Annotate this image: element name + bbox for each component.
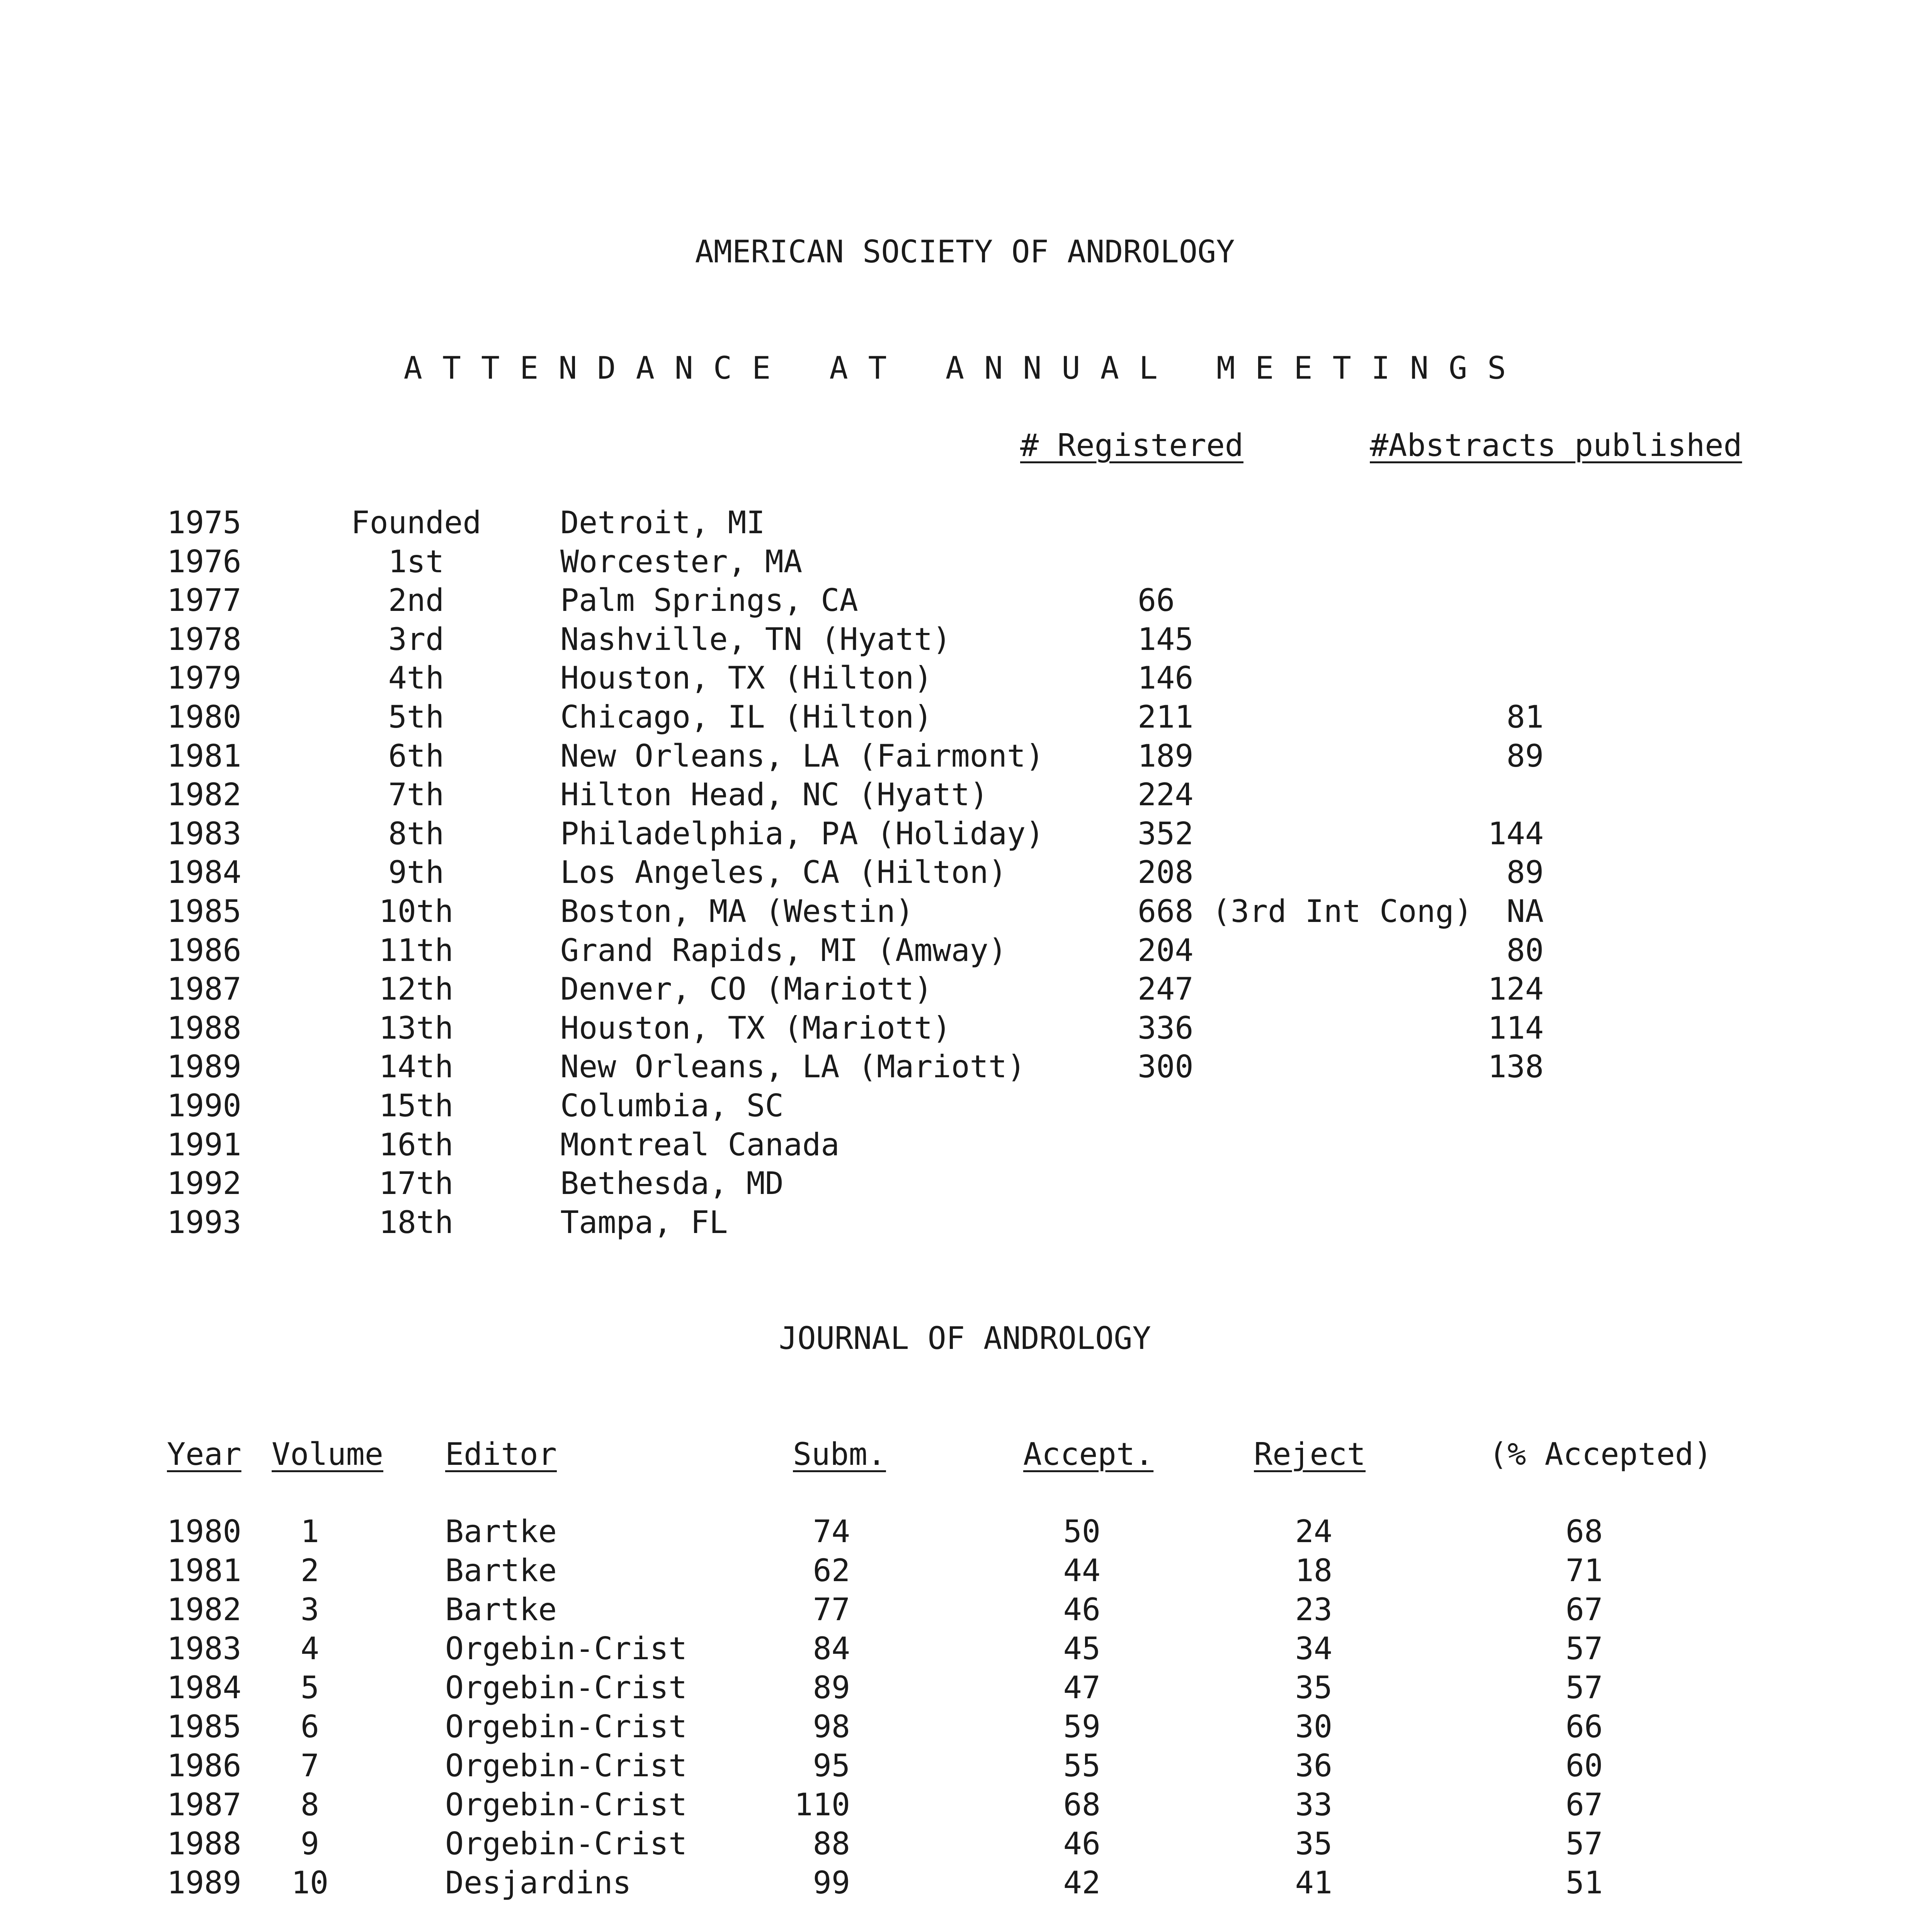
meeting-year: 1993 bbox=[167, 1204, 242, 1240]
journal-row bbox=[0, 1828, 1917, 1867]
journal-year: 1981 bbox=[167, 1553, 242, 1588]
registered-count: 668 (3rd Int Cong) bbox=[1138, 893, 1473, 929]
meeting-location: New Orleans, LA (Mariott) bbox=[560, 1049, 1026, 1085]
registered-count: 146 bbox=[1138, 660, 1194, 696]
meeting-number: 15th bbox=[379, 1088, 454, 1124]
rejected-count: 24 bbox=[1295, 1514, 1332, 1549]
meeting-year: 1985 bbox=[167, 893, 242, 929]
accepted-count: 47 bbox=[1063, 1670, 1101, 1706]
meeting-location: Hilton Head, NC (Hyatt) bbox=[560, 777, 988, 813]
meeting-year: 1992 bbox=[167, 1165, 242, 1202]
journal-row bbox=[0, 1711, 1917, 1750]
accepted-count: 46 bbox=[1063, 1826, 1101, 1862]
rejected-column-header: Reject bbox=[1254, 1436, 1366, 1472]
journal-volume: 6 bbox=[300, 1709, 320, 1745]
meeting-number: 13th bbox=[379, 1010, 454, 1046]
attendance-row bbox=[0, 1010, 1917, 1051]
meeting-year: 1983 bbox=[167, 815, 242, 852]
accepted-count: 59 bbox=[1063, 1709, 1101, 1745]
percent-column-header: (% Accepted) bbox=[1489, 1436, 1712, 1472]
submitted-count: 84 bbox=[813, 1631, 850, 1667]
meeting-number: 7th bbox=[388, 777, 444, 813]
abstracts-column-header: #Abstracts published bbox=[1370, 427, 1742, 463]
meeting-location: Nashville, TN (Hyatt) bbox=[560, 621, 951, 657]
journal-volume: 1 bbox=[300, 1514, 320, 1549]
meeting-year: 1987 bbox=[167, 971, 242, 1007]
accepted-percent: 67 bbox=[1565, 1787, 1603, 1823]
meeting-year: 1984 bbox=[167, 854, 242, 891]
journal-volume: 4 bbox=[300, 1631, 320, 1667]
meeting-location: Houston, TX (Hilton) bbox=[560, 660, 933, 696]
accepted-percent: 51 bbox=[1565, 1865, 1603, 1901]
attendance-row bbox=[0, 932, 1917, 974]
submitted-count: 89 bbox=[813, 1670, 850, 1706]
journal-volume: 3 bbox=[300, 1592, 320, 1628]
attendance-row bbox=[0, 660, 1917, 701]
volume-column-header: Volume bbox=[272, 1436, 383, 1472]
meeting-location: Detroit, MI bbox=[560, 505, 765, 541]
journal-volume: 8 bbox=[300, 1787, 320, 1823]
journal-year: 1986 bbox=[167, 1748, 242, 1784]
accepted-count: 46 bbox=[1063, 1592, 1101, 1628]
rejected-count: 30 bbox=[1295, 1709, 1332, 1745]
submitted-count: 88 bbox=[813, 1826, 850, 1862]
accepted-percent: 57 bbox=[1565, 1631, 1603, 1667]
rejected-count: 34 bbox=[1295, 1631, 1332, 1667]
journal-editor: Orgebin-Crist bbox=[445, 1826, 687, 1862]
accepted-count: 45 bbox=[1063, 1631, 1101, 1667]
meeting-number: 17th bbox=[379, 1165, 454, 1202]
accepted-percent: 71 bbox=[1565, 1553, 1603, 1588]
rejected-count: 33 bbox=[1295, 1787, 1332, 1823]
attendance-row bbox=[0, 1204, 1917, 1246]
registered-count: 336 bbox=[1138, 1010, 1194, 1046]
attendance-row bbox=[0, 507, 1917, 546]
abstracts-count: 144 bbox=[1488, 815, 1544, 852]
journal-year: 1988 bbox=[167, 1826, 242, 1862]
journal-year: 1989 bbox=[167, 1865, 242, 1901]
submitted-count: 110 bbox=[794, 1787, 850, 1823]
meeting-year: 1981 bbox=[167, 738, 242, 774]
accepted-count: 44 bbox=[1063, 1553, 1101, 1588]
year-column-header: Year bbox=[167, 1436, 242, 1472]
journal-editor: Orgebin-Crist bbox=[445, 1670, 687, 1706]
abstracts-count: NA bbox=[1506, 893, 1544, 929]
meeting-year: 1982 bbox=[167, 777, 242, 813]
accepted-percent: 57 bbox=[1565, 1826, 1603, 1862]
registered-count: 189 bbox=[1138, 738, 1194, 774]
registered-count: 211 bbox=[1138, 699, 1194, 735]
accepted-percent: 68 bbox=[1565, 1514, 1603, 1549]
meeting-year: 1979 bbox=[167, 660, 242, 696]
meeting-year: 1978 bbox=[167, 621, 242, 657]
meeting-location: Tampa, FL bbox=[560, 1204, 728, 1240]
journal-editor: Desjardins bbox=[445, 1865, 631, 1901]
journal-editor: Bartke bbox=[445, 1514, 557, 1549]
rejected-count: 36 bbox=[1295, 1748, 1332, 1784]
meeting-location: Palm Springs, CA bbox=[560, 582, 858, 619]
rejected-count: 18 bbox=[1295, 1553, 1332, 1588]
meeting-year: 1986 bbox=[167, 932, 242, 968]
journal-row bbox=[0, 1789, 1917, 1828]
attendance-row bbox=[0, 738, 1917, 779]
journal-editor: Orgebin-Crist bbox=[445, 1748, 687, 1784]
meeting-number: 6th bbox=[388, 738, 444, 774]
meeting-location: Bethesda, MD bbox=[560, 1165, 784, 1202]
attendance-row bbox=[0, 893, 1917, 935]
accepted-percent: 66 bbox=[1565, 1709, 1603, 1745]
attendance-row bbox=[0, 543, 1917, 585]
journal-year: 1987 bbox=[167, 1787, 242, 1823]
meeting-location: Grand Rapids, MI (Amway) bbox=[560, 932, 1007, 968]
journal-year: 1982 bbox=[167, 1592, 242, 1628]
meeting-year: 1976 bbox=[167, 543, 242, 580]
meeting-number: 12th bbox=[379, 971, 454, 1007]
accepted-count: 55 bbox=[1063, 1748, 1101, 1784]
journal-volume: 9 bbox=[300, 1826, 320, 1862]
registered-count: 247 bbox=[1138, 971, 1194, 1007]
journal-row bbox=[0, 1672, 1917, 1711]
journal-volume: 10 bbox=[291, 1865, 329, 1901]
rejected-count: 41 bbox=[1295, 1865, 1332, 1901]
journal-row bbox=[0, 1633, 1917, 1672]
journal-row bbox=[0, 1867, 1917, 1906]
registered-count: 145 bbox=[1138, 621, 1194, 657]
registered-count: 300 bbox=[1138, 1049, 1194, 1085]
submitted-count: 74 bbox=[813, 1514, 850, 1549]
meeting-location: Worcester, MA bbox=[560, 543, 803, 580]
abstracts-count: 124 bbox=[1488, 971, 1544, 1007]
registered-count: 208 bbox=[1138, 854, 1194, 891]
attendance-row bbox=[0, 1126, 1917, 1168]
journal-volume: 2 bbox=[300, 1553, 320, 1588]
meeting-number: 8th bbox=[388, 815, 444, 852]
meeting-location: Philadelphia, PA (Holiday) bbox=[560, 815, 1044, 852]
journal-year: 1985 bbox=[167, 1709, 242, 1745]
meeting-number: 1st bbox=[388, 543, 444, 580]
submitted-count: 77 bbox=[813, 1592, 850, 1628]
journal-year: 1983 bbox=[167, 1631, 242, 1667]
attendance-row bbox=[0, 1090, 1917, 1129]
accepted-percent: 57 bbox=[1565, 1670, 1603, 1706]
meeting-location: Los Angeles, CA (Hilton) bbox=[560, 854, 1007, 891]
meeting-number: 18th bbox=[379, 1204, 454, 1240]
editor-column-header: Editor bbox=[445, 1436, 557, 1472]
journal-heading: JOURNAL OF ANDROLOGY bbox=[779, 1320, 1151, 1356]
journal-editor: Orgebin-Crist bbox=[445, 1787, 687, 1823]
meeting-year: 1988 bbox=[167, 1010, 242, 1046]
accepted-percent: 67 bbox=[1565, 1592, 1603, 1628]
rejected-count: 35 bbox=[1295, 1670, 1332, 1706]
journal-year: 1980 bbox=[167, 1514, 242, 1549]
attendance-row bbox=[0, 582, 1917, 624]
journal-volume: 5 bbox=[300, 1670, 320, 1706]
meeting-year: 1990 bbox=[167, 1088, 242, 1124]
attendance-row bbox=[0, 815, 1917, 857]
meeting-location: Montreal Canada bbox=[560, 1126, 840, 1163]
meeting-number: 16th bbox=[379, 1126, 454, 1163]
registered-count: 224 bbox=[1138, 777, 1194, 813]
meeting-location: Denver, CO (Mariott) bbox=[560, 971, 933, 1007]
attendance-row bbox=[0, 854, 1917, 896]
meeting-number: 4th bbox=[388, 660, 444, 696]
journal-volume: 7 bbox=[300, 1748, 320, 1784]
meeting-location: Houston, TX (Mariott) bbox=[560, 1010, 951, 1046]
meeting-location: Columbia, SC bbox=[560, 1088, 784, 1124]
attendance-heading: ATTENDANCE AT ANNUAL MEETINGS bbox=[403, 350, 1526, 386]
journal-editor: Bartke bbox=[445, 1592, 557, 1628]
submitted-count: 62 bbox=[813, 1553, 850, 1588]
meeting-number: 3rd bbox=[388, 621, 444, 657]
accepted-column-header: Accept. bbox=[1023, 1436, 1154, 1472]
journal-row bbox=[0, 1750, 1917, 1789]
journal-row bbox=[0, 1516, 1917, 1555]
abstracts-count: 89 bbox=[1506, 854, 1544, 891]
meeting-year: 1980 bbox=[167, 699, 242, 735]
meeting-location: Chicago, IL (Hilton) bbox=[560, 699, 933, 735]
submitted-count: 98 bbox=[813, 1709, 850, 1745]
journal-editor: Orgebin-Crist bbox=[445, 1709, 687, 1745]
rejected-count: 23 bbox=[1295, 1592, 1332, 1628]
registered-count: 352 bbox=[1138, 815, 1194, 852]
attendance-row bbox=[0, 1165, 1917, 1207]
meeting-year: 1977 bbox=[167, 582, 242, 619]
accepted-count: 42 bbox=[1063, 1865, 1101, 1901]
journal-year: 1984 bbox=[167, 1670, 242, 1706]
meeting-location: Boston, MA (Westin) bbox=[560, 893, 914, 929]
attendance-row bbox=[0, 779, 1917, 818]
meeting-number: 5th bbox=[388, 699, 444, 735]
abstracts-count: 80 bbox=[1506, 932, 1544, 968]
attendance-row bbox=[0, 699, 1917, 740]
submitted-column-header: Subm. bbox=[793, 1436, 886, 1472]
journal-editor: Bartke bbox=[445, 1553, 557, 1588]
page-title: AMERICAN SOCIETY OF ANDROLOGY bbox=[695, 234, 1235, 270]
meeting-year: 1991 bbox=[167, 1126, 242, 1163]
abstracts-count: 138 bbox=[1488, 1049, 1544, 1085]
rejected-count: 35 bbox=[1295, 1826, 1332, 1862]
meeting-number: Founded bbox=[351, 505, 481, 541]
meeting-number: 9th bbox=[388, 854, 444, 891]
accepted-percent: 60 bbox=[1565, 1748, 1603, 1784]
journal-row bbox=[0, 1594, 1917, 1633]
registered-count: 66 bbox=[1138, 582, 1175, 619]
meeting-number: 10th bbox=[379, 893, 454, 929]
submitted-count: 95 bbox=[813, 1748, 850, 1784]
journal-editor: Orgebin-Crist bbox=[445, 1631, 687, 1667]
meeting-year: 1975 bbox=[167, 505, 242, 541]
meeting-year: 1989 bbox=[167, 1049, 242, 1085]
attendance-row bbox=[0, 971, 1917, 1012]
attendance-row bbox=[0, 1051, 1917, 1090]
abstracts-count: 89 bbox=[1506, 738, 1544, 774]
meeting-number: 14th bbox=[379, 1049, 454, 1085]
meeting-number: 11th bbox=[379, 932, 454, 968]
attendance-row bbox=[0, 621, 1917, 663]
abstracts-count: 81 bbox=[1506, 699, 1544, 735]
accepted-count: 68 bbox=[1063, 1787, 1101, 1823]
abstracts-count: 114 bbox=[1488, 1010, 1544, 1046]
registered-column-header: # Registered bbox=[1020, 427, 1243, 463]
journal-row bbox=[0, 1555, 1917, 1594]
meeting-location: New Orleans, LA (Fairmont) bbox=[560, 738, 1044, 774]
registered-count: 204 bbox=[1138, 932, 1194, 968]
submitted-count: 99 bbox=[813, 1865, 850, 1901]
accepted-count: 50 bbox=[1063, 1514, 1101, 1549]
meeting-number: 2nd bbox=[388, 582, 444, 619]
